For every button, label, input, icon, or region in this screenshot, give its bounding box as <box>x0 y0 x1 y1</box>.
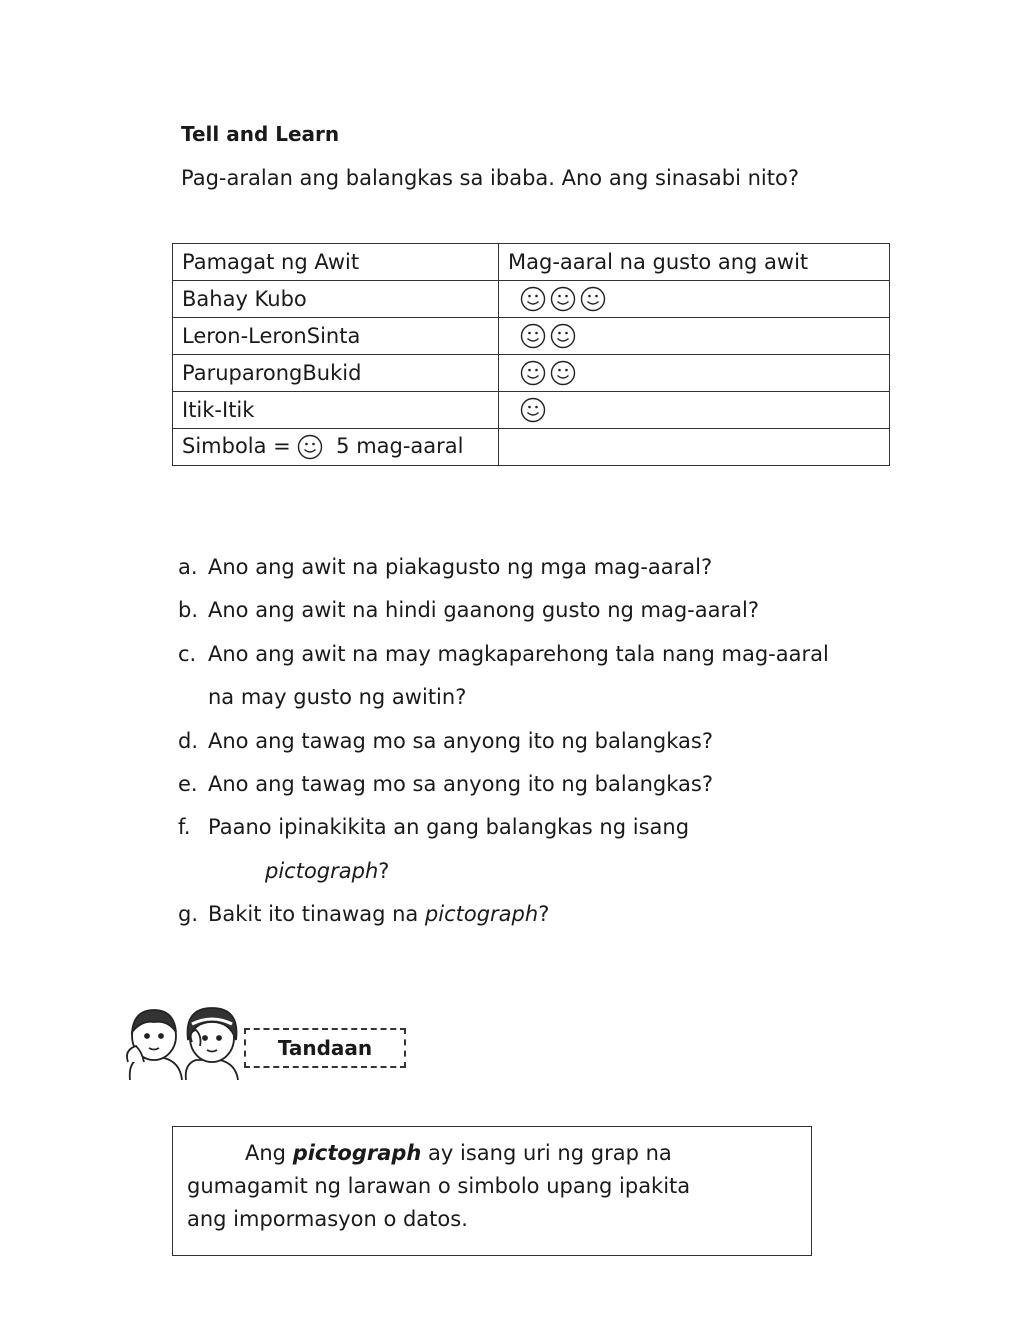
question-item <box>178 589 938 632</box>
question-text: Ano ang tawag mo sa anyong ito ng balangkas? <box>208 772 713 797</box>
question-letter: c. <box>178 641 197 666</box>
question-continuation <box>178 676 938 719</box>
smiley-face-icon <box>550 323 576 349</box>
question-item <box>178 633 938 676</box>
question-item <box>178 806 938 849</box>
table-row <box>173 318 890 355</box>
symbol-key <box>173 429 499 466</box>
song-name: ParuparongBukid <box>173 355 499 392</box>
note-keyword: pictograph <box>292 1141 422 1165</box>
song-name: Leron-LeronSinta <box>173 318 499 355</box>
tandaan-label: Tandaan <box>244 1028 406 1068</box>
question-item <box>178 763 938 806</box>
note-text: gumagamit ng larawan o simbolo upang ipakita <box>187 1174 691 1198</box>
smiley-face-icon <box>520 286 546 312</box>
question-letter: a. <box>178 555 198 579</box>
question-letter: e. <box>178 772 198 797</box>
question-text-italic: pictograph <box>424 902 539 927</box>
key-value: 5 mag-aaral <box>336 434 464 458</box>
question-text: Ano ang awit na piakagusto ng mga mag-aaral? <box>208 555 713 579</box>
section-heading: Tell and Learn <box>181 122 340 146</box>
question-item <box>178 893 938 936</box>
smiley-cell <box>499 318 890 355</box>
song-name: Bahay Kubo <box>173 281 499 318</box>
question-text: na may gusto ng awitin? <box>208 685 467 710</box>
smiley-face-icon <box>550 286 576 312</box>
question-text: Ano ang awit na hindi gaanong gusto ng mag-aaral? <box>208 598 759 623</box>
song-name: Itik-Itik <box>173 392 499 429</box>
definition-box <box>172 1126 812 1256</box>
question-letter: b. <box>178 598 199 623</box>
question-letter: g. <box>178 902 199 927</box>
table-row <box>173 281 890 318</box>
note-text: Ang <box>245 1141 293 1165</box>
smiley-face-icon <box>520 360 546 386</box>
header-students: Mag-aaral na gusto ang awit <box>499 244 890 281</box>
question-item <box>178 546 938 589</box>
note-text: ang impormasyon o datos. <box>187 1207 468 1231</box>
empty-cell <box>499 429 890 466</box>
thinking-children-illustration <box>122 1002 247 1082</box>
question-text: Bakit ito tinawag na <box>208 902 425 927</box>
question-text: Ano ang tawag mo sa anyong ito ng balangkas? <box>208 728 713 753</box>
smiley-cell <box>499 281 890 318</box>
smiley-face-icon <box>550 360 576 386</box>
question-text: Ano ang awit na may magkaparehong tala nang mag-aaral <box>208 641 829 666</box>
key-label: Simbola = <box>182 434 291 458</box>
question-text: Paano ipinakikita an gang balangkas ng isang <box>208 815 690 840</box>
table-row <box>173 392 890 429</box>
note-text: ay isang uri ng grap na <box>421 1141 672 1165</box>
table-header-row <box>173 244 890 281</box>
question-letter: d. <box>178 728 199 753</box>
table-row <box>173 355 890 392</box>
smiley-face-icon <box>520 323 546 349</box>
key-row <box>173 429 890 466</box>
smiley-face-icon <box>297 434 323 460</box>
header-song-title: Pamagat ng Awit <box>173 244 499 281</box>
question-text-italic: pictograph <box>265 858 379 883</box>
smiley-cell <box>499 392 890 429</box>
intro-text: Pag-aralan ang balangkas sa ibaba. Ano ang sinasabi nito? <box>181 166 799 190</box>
question-text: ? <box>378 858 390 883</box>
smiley-cell <box>499 355 890 392</box>
pictograph-table <box>172 243 890 466</box>
smiley-face-icon <box>520 397 546 423</box>
question-list <box>178 546 938 937</box>
question-text: ? <box>538 902 550 927</box>
question-continuation <box>178 850 938 893</box>
question-letter: f. <box>178 815 191 840</box>
question-item <box>178 720 938 763</box>
smiley-face-icon <box>580 286 606 312</box>
